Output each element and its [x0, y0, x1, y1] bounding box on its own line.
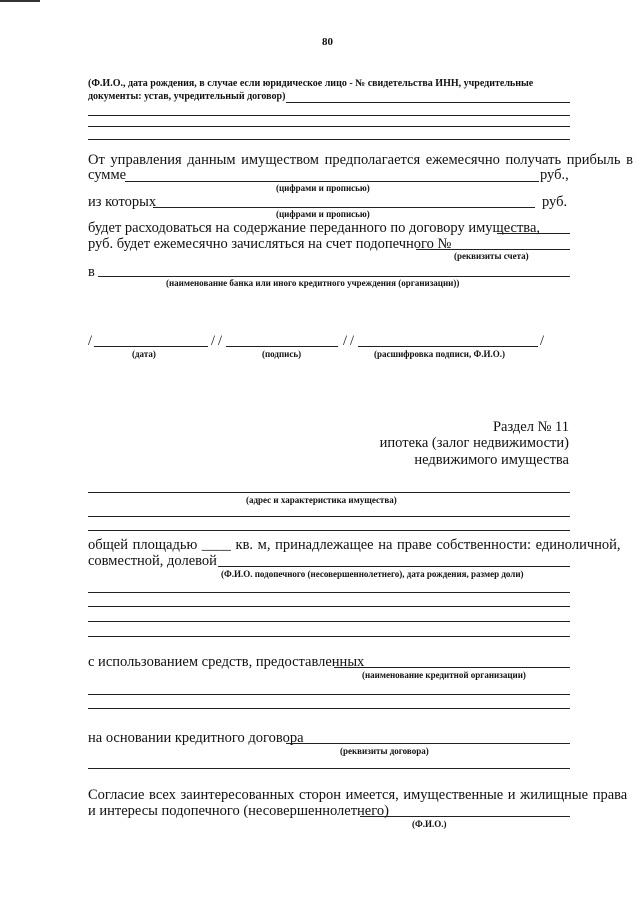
basis-text: на основании кредитного договора — [88, 730, 304, 746]
intro-text: (Ф.И.О., дата рождения, в случае если юридическое лицо - № свидетельства ИНН, учредительные — [88, 78, 534, 89]
fill-line — [286, 102, 570, 103]
sign-field-line — [226, 346, 338, 347]
fill-line — [88, 621, 570, 622]
signature-slash: / — [218, 333, 223, 349]
page-number: 80 — [322, 36, 333, 48]
fill-line — [88, 708, 570, 709]
share-text: совместной, долевой — [88, 553, 217, 569]
spent-field-line — [497, 233, 570, 234]
fio-field-line — [360, 816, 570, 817]
fill-line — [88, 115, 570, 116]
signature-slash: / — [211, 333, 216, 349]
contract-caption: (реквизиты договора) — [340, 746, 429, 756]
section-subtitle-2: недвижимого имущества — [414, 452, 569, 468]
account-field-line — [416, 249, 570, 250]
fill-line — [88, 516, 570, 517]
credit-org-caption: (наименование кредитной организации) — [362, 670, 526, 680]
bank-prefix: в — [88, 264, 95, 280]
consent-text: Согласие всех заинтересованных сторон имеется, имущественные и жилищные права — [88, 787, 628, 803]
fio-caption: (Ф.И.О.) — [412, 819, 447, 829]
signature-slash: / — [343, 333, 348, 349]
area-text: общей площадью ____ кв. м, принадлежащее на праве собственности: единоличной, — [88, 537, 621, 553]
of-which-field-line — [153, 207, 535, 208]
fill-line — [88, 636, 570, 637]
funds-text: с использованием средств, предоставленных — [88, 654, 365, 670]
address-field-line — [88, 492, 570, 493]
signature-slash: / — [88, 333, 93, 349]
owner-field-line — [218, 566, 570, 567]
of-which-caption: (цифрами и прописью) — [276, 209, 370, 219]
intro-text-2: документы: устав, учредительный договор) — [88, 91, 286, 102]
signature-slash: / — [350, 333, 355, 349]
fill-line — [88, 139, 570, 140]
date-field-line — [94, 346, 208, 347]
rub-label: руб., — [540, 167, 569, 183]
decode-caption: (расшифровка подписи, Ф.И.О.) — [374, 349, 505, 359]
address-caption: (адрес и характеристика имущества) — [246, 495, 397, 505]
sum-field-line — [125, 181, 539, 182]
transfer-text: руб. будет ежемесячно зачисляться на счет подопечного № — [88, 236, 452, 252]
contract-field-line — [286, 743, 570, 744]
credit-org-field-line — [334, 667, 570, 668]
fill-line — [88, 530, 570, 531]
income-paragraph: От управления данным имуществом предполагается ежемесячно получать прибыль в — [88, 152, 633, 168]
bank-caption: (наименование банка или иного кредитного учреждения (организации)) — [166, 278, 460, 288]
fill-line — [88, 694, 570, 695]
section-subtitle-1: ипотека (залог недвижимости) — [379, 435, 569, 451]
signature-slash: / — [540, 333, 545, 349]
sum-caption: (цифрами и прописью) — [276, 183, 370, 193]
account-caption: (реквизиты счета) — [454, 251, 529, 261]
consent-text-2: и интересы подопечного (несовершеннолетнего) — [88, 803, 389, 819]
bank-field-line — [98, 276, 570, 277]
rub-label-2: руб. — [542, 194, 568, 210]
of-which-label: из которых — [88, 194, 157, 210]
fill-line — [88, 126, 570, 127]
owner-caption: (Ф.И.О. подопечного (несовершеннолетнего), дата рождения, размер доли) — [221, 569, 524, 579]
sum-label: сумме — [88, 167, 127, 183]
fill-line — [88, 768, 570, 769]
fill-line — [88, 606, 570, 607]
fill-line — [88, 592, 570, 593]
section-title: Раздел № 11 — [492, 419, 569, 435]
date-caption: (дата) — [132, 349, 156, 359]
decode-field-line — [358, 346, 538, 347]
sign-caption: (подпись) — [262, 349, 302, 359]
scan-edge-mark — [0, 0, 40, 2]
spent-text: будет расходоваться на содержание переданного по договору имущества, — [88, 220, 541, 236]
